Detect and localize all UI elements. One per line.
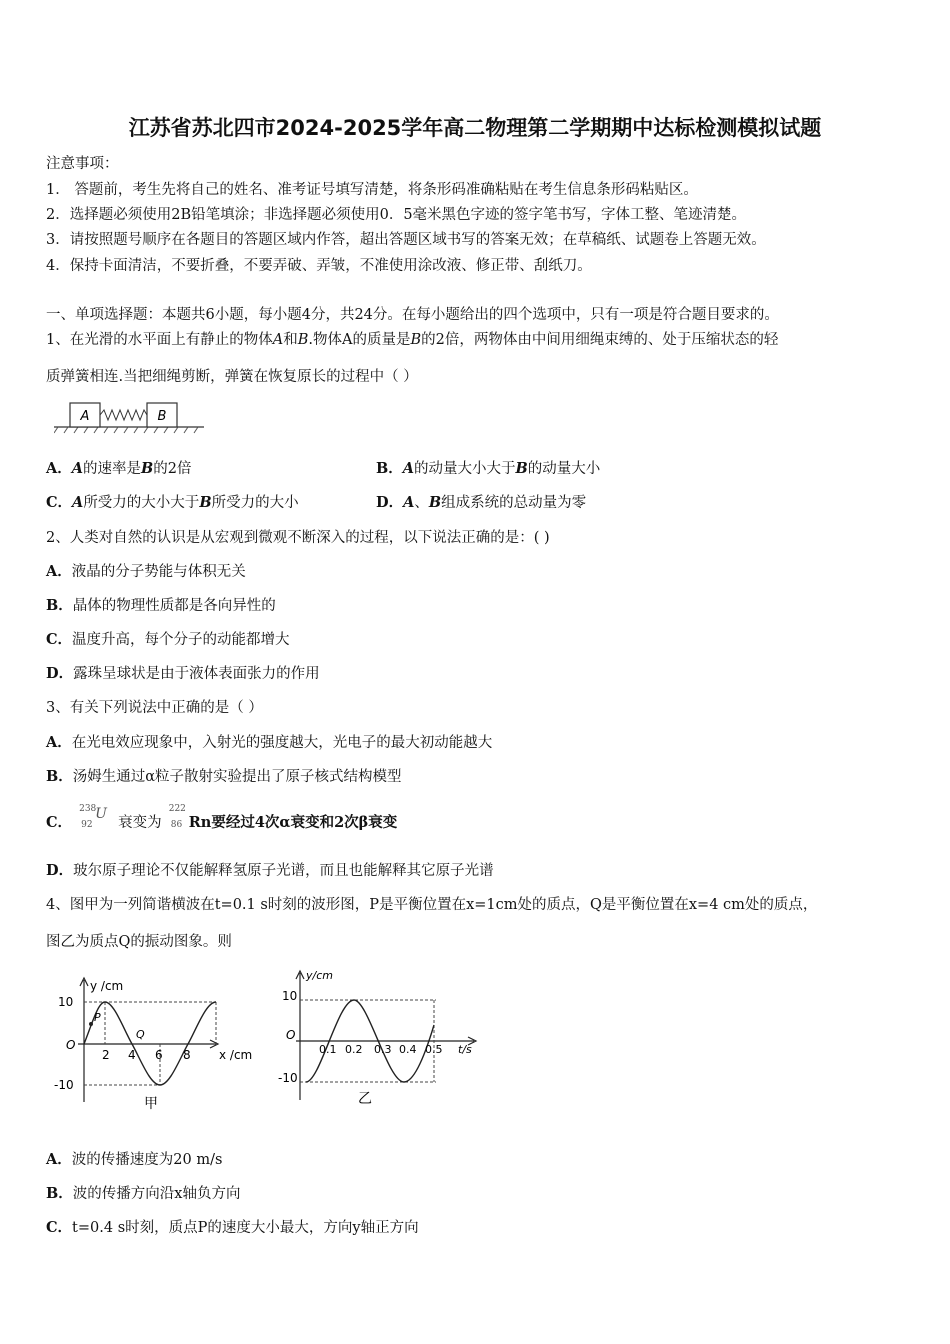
figure-caption: 甲 bbox=[144, 1096, 158, 1112]
vibration-graph-yi bbox=[278, 965, 480, 1110]
x-tick: 6 bbox=[155, 1048, 163, 1062]
q4-option-a: A．波的传播速度为20 m/s bbox=[46, 1151, 223, 1168]
q1-stem-line1: 1、在光滑的水平面上有静止的物体A和B.物体A的质量是B的2倍，两物体由中间用细绳束缚的、处于压缩状态的轻 bbox=[46, 332, 779, 348]
notice-item: 1． 答题前，考生先将自己的姓名、准考证号填写清楚，将条形码准确粘贴在考生信息条形码粘贴区。 bbox=[46, 182, 698, 198]
q1-stem-line2: 质弹簧相连.当把细绳剪断，弹簧在恢复原长的过程中（ ） bbox=[46, 369, 418, 385]
q3-stem: 3、有关下列说法中正确的是（ ） bbox=[46, 700, 263, 716]
q2-option-d: D．露珠呈球状是由于液体表面张力的作用 bbox=[46, 665, 320, 682]
q3-option-a: A．在光电效应现象中，入射光的强度越大，光电子的最大初动能越大 bbox=[46, 734, 493, 751]
q2-option-c: C．温度升高，每个分子的动能都增大 bbox=[46, 631, 290, 648]
wave-graph-jia bbox=[48, 972, 268, 1117]
q2-option-a: A．液晶的分子势能与体积无关 bbox=[46, 563, 246, 580]
x-axis-label: t/s bbox=[458, 1043, 472, 1056]
q2-option-b: B．晶体的物理性质都是各向异性的 bbox=[46, 597, 276, 614]
q2-stem: 2、人类对自然的认识是从宏观到微观不断深入的过程，以下说法正确的是：( ) bbox=[46, 530, 550, 546]
q4-stem-line2: 图乙为质点Q的振动图象。则 bbox=[46, 934, 232, 950]
figure-caption: 乙 bbox=[358, 1091, 372, 1107]
x-tick: 0.4 bbox=[399, 1043, 417, 1056]
spring-blocks-figure bbox=[54, 398, 204, 434]
spring bbox=[100, 410, 147, 420]
notice-heading: 注意事项： bbox=[46, 156, 119, 172]
q1-option-c: C．A所受力的大小大于B所受力的大小 bbox=[46, 494, 299, 511]
point-p bbox=[89, 1022, 93, 1026]
x-tick: 0.5 bbox=[425, 1043, 443, 1056]
y-tick: 10 bbox=[282, 989, 298, 1003]
q3-option-c: C． 238 92 U 衰变为 222 86 Rn要经过4次α衰变和2次β衰变 bbox=[46, 811, 397, 834]
y-tick: 10 bbox=[58, 995, 74, 1009]
q1-option-d: D．A、B组成系统的总动量为零 bbox=[376, 494, 587, 511]
q3-option-b: B．汤姆生通过α粒子散射实验提出了原子核式结构模型 bbox=[46, 768, 402, 785]
block-a-label: A bbox=[80, 409, 90, 424]
q1-option-a: A．A的速率是B的2倍 bbox=[46, 460, 192, 477]
radon-isotope: 222 86 bbox=[168, 804, 186, 830]
label-q: Q bbox=[136, 1028, 145, 1041]
notice-item: 4．保持卡面清洁，不要折叠，不要弄破、弄皱，不准使用涂改液、修正带、刮纸刀。 bbox=[46, 258, 592, 274]
q1-option-b: B．A的动量大小大于B的动量大小 bbox=[376, 460, 601, 477]
x-tick: 4 bbox=[128, 1048, 136, 1062]
y-tick: -10 bbox=[278, 1071, 298, 1085]
q4-stem-line1: 4、图甲为一列简谐横波在t=0.1 s时刻的波形图，P是平衡位置在x=1cm处的质点，Q是平衡位置在x=4 cm处的质点， bbox=[46, 897, 818, 913]
origin-label: O bbox=[66, 1038, 76, 1052]
q4-option-c: C．t=0.4 s时刻，质点P的速度大小最大，方向y轴正方向 bbox=[46, 1219, 419, 1236]
notice-item: 3．请按照题号顺序在各题目的答题区域内作答，超出答题区域书写的答案无效；在草稿纸、试题卷上答题无效。 bbox=[46, 232, 766, 248]
x-tick: 0.3 bbox=[374, 1043, 392, 1056]
uranium-isotope: 238 92 U bbox=[79, 804, 107, 830]
page-title: 江苏省苏北四市2024-2025学年高二物理第二学期期中达标检测模拟试题 bbox=[128, 116, 822, 140]
section-heading: 一、单项选择题：本题共6小题，每小题4分，共24分。在每小题给出的四个选项中，只有一项是符合题目要求的。 bbox=[46, 307, 779, 323]
x-tick: 0.2 bbox=[345, 1043, 363, 1056]
x-axis-label: x /cm bbox=[219, 1048, 253, 1062]
label-p: P bbox=[94, 1011, 101, 1024]
q4-option-b: B．波的传播方向沿x轴负方向 bbox=[46, 1185, 241, 1202]
origin-label: O bbox=[286, 1028, 296, 1042]
y-tick: -10 bbox=[54, 1078, 74, 1092]
x-tick: 2 bbox=[102, 1048, 110, 1062]
x-tick: 0.1 bbox=[319, 1043, 337, 1056]
block-b-label: B bbox=[157, 409, 167, 424]
x-tick: 8 bbox=[183, 1048, 191, 1062]
notice-item: 2．选择题必须使用2B铅笔填涂；非选择题必须使用0．5毫米黑色字迹的签字笔书写，字体工整、笔迹清楚。 bbox=[46, 207, 747, 223]
q3-option-d: D．玻尔原子理论不仅能解释氢原子光谱，而且也能解释其它原子光谱 bbox=[46, 862, 494, 879]
y-axis-label: y /cm bbox=[90, 979, 124, 993]
y-axis-label: y/cm bbox=[306, 969, 333, 982]
